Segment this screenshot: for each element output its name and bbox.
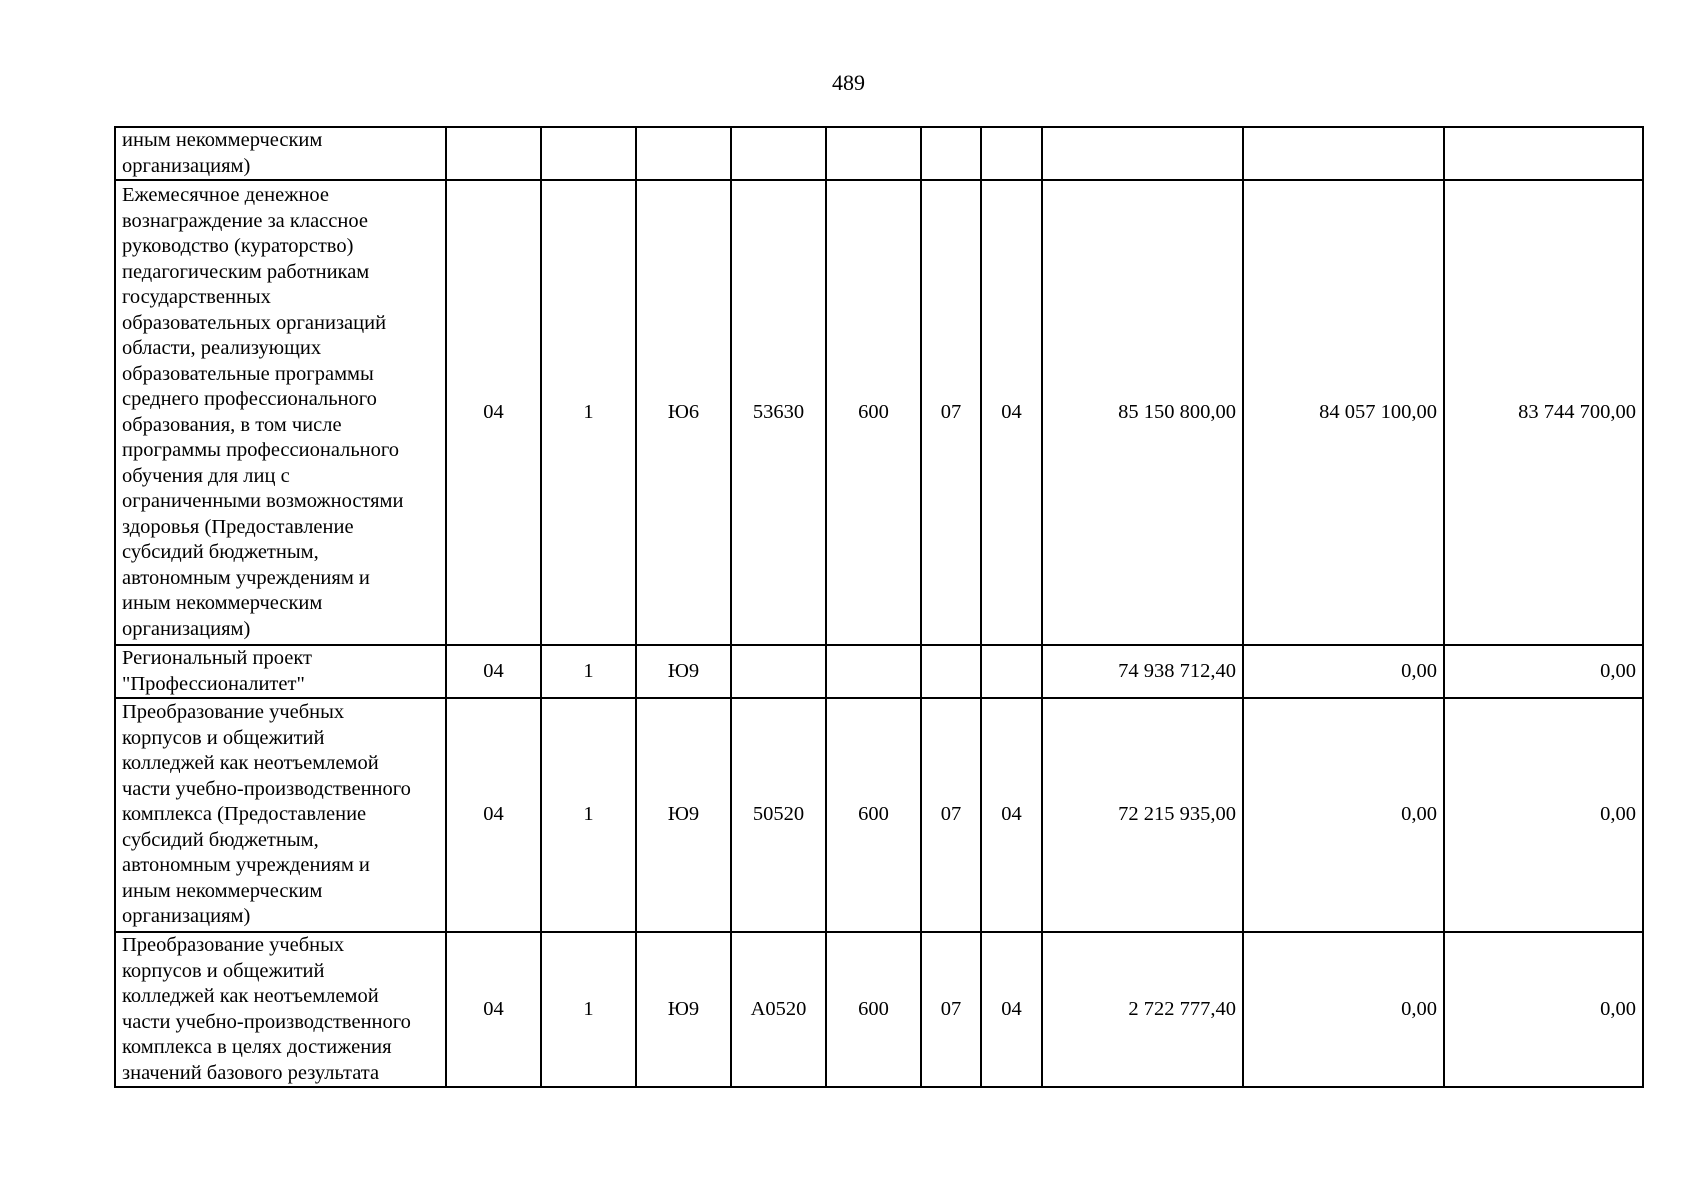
row-name-line: комплекса (Предоставление [122,803,367,826]
row-name-line: педагогическим работникам [122,260,370,283]
code-cell-c6: 07 [921,698,981,932]
amount-cell-a1: 74 938 712,40 [1042,645,1243,698]
amount-cell-a1 [1042,127,1243,180]
code-cell-c6: 07 [921,932,981,1087]
amount-cell-a3: 0,00 [1444,698,1643,932]
code-cell-c1: 04 [446,180,541,645]
code-cell-c2: 1 [541,698,636,932]
code-cell-c3: Ю9 [636,932,731,1087]
row-name-line: ограниченными возможностями [122,490,404,512]
row-name-line: организациям) [122,617,251,640]
row-name-line: части учебно-производственного [122,1010,411,1033]
row-name-cell [115,645,446,698]
table-row [115,645,1643,698]
amount-cell-a3 [1444,127,1643,180]
row-name-cell [115,932,446,1087]
row-name-line: обучения для лиц с [122,464,290,487]
code-cell-c4 [731,645,826,698]
table-row [115,932,1643,1087]
row-name-line: вознаграждение за классное [122,209,368,232]
code-cell-c1: 04 [446,932,541,1087]
code-cell-c4: 53630 [731,180,826,645]
row-name-line: образовательные программы [122,362,374,385]
code-cell-c4 [731,127,826,180]
code-cell-c2: 1 [541,645,636,698]
code-cell-c3: Ю9 [636,698,731,932]
code-cell-c2 [541,127,636,180]
code-cell-c7: 04 [981,932,1042,1087]
amount-cell-a1: 85 150 800,00 [1042,180,1243,645]
row-name-line: иным некоммерческим [122,879,323,902]
code-cell-c5: 600 [826,180,921,645]
code-cell-c2: 1 [541,180,636,645]
row-name-line: среднего профессионального [122,388,377,410]
code-cell-c6 [921,127,981,180]
code-cell-c7 [981,645,1042,698]
code-cell-c3: Ю9 [636,645,731,698]
row-name-line: образования, в том числе [122,413,342,436]
row-name-line: автономным учреждениям и [122,854,370,877]
code-cell-c1: 04 [446,645,541,698]
row-name-line: иным некоммерческим [122,592,323,614]
row-name-line: организациям) [122,905,251,928]
row-name-line: комплекса в целях достижения [122,1036,392,1058]
row-name-line: субсидий бюджетным, [122,541,319,563]
row-name-line: субсидий бюджетным, [122,828,319,851]
code-cell-c4: А0520 [731,932,826,1087]
row-name-line: Преобразование учебных [122,701,345,724]
amount-cell-a3: 0,00 [1444,645,1643,698]
row-name-line: Ежемесячное денежное [122,184,329,206]
row-name-cell [115,180,446,645]
row-name-line: автономным учреждениям и [122,566,370,589]
amount-cell-a1: 72 215 935,00 [1042,698,1243,932]
row-name-line: программы профессионального [122,439,400,461]
code-cell-c5 [826,645,921,698]
row-name-line: корпусов и общежитий [122,959,325,982]
code-cell-c4: 50520 [731,698,826,932]
code-cell-c5 [826,127,921,180]
row-name-line: колледжей как неотъемлемой [122,752,379,775]
code-cell-c7: 04 [981,698,1042,932]
row-name-line: государственных [122,286,271,308]
code-cell-c3: Ю6 [636,180,731,645]
table-row [115,698,1643,932]
row-name-line: корпусов и общежитий [122,726,325,749]
code-cell-c6 [921,645,981,698]
code-cell-c6: 07 [921,180,981,645]
amount-cell-a2 [1243,127,1444,180]
amount-cell-a2: 84 057 100,00 [1243,180,1444,645]
row-name-cell [115,698,446,932]
row-name-line: Региональный проект [122,647,312,669]
code-cell-c7 [981,127,1042,180]
table-row [115,180,1643,645]
amount-cell-a2: 0,00 [1243,932,1444,1087]
row-name-line: колледжей как неотъемлемой [122,985,379,1007]
code-cell-c1 [446,127,541,180]
row-name-line: руководство (кураторство) [122,235,354,257]
row-name-cell [115,127,446,180]
amount-cell-a1: 2 722 777,40 [1042,932,1243,1087]
row-name-line: Преобразование учебных [122,934,345,956]
budget-table [114,126,1644,1088]
row-name-line: значений базового результата [122,1061,380,1084]
amount-cell-a2: 0,00 [1243,698,1444,932]
row-name-line: здоровья (Предоставление [122,515,354,538]
amount-cell-a3: 83 744 700,00 [1444,180,1643,645]
code-cell-c5: 600 [826,932,921,1087]
code-cell-c3 [636,127,731,180]
row-name-line: части учебно-производственного [122,777,411,800]
amount-cell-a3: 0,00 [1444,932,1643,1087]
row-name-line: "Профессионалитет" [122,672,305,695]
row-name-line: образовательных организаций [122,311,387,334]
code-cell-c5: 600 [826,698,921,932]
code-cell-c1: 04 [446,698,541,932]
table-body [115,127,1643,1087]
amount-cell-a2: 0,00 [1243,645,1444,698]
code-cell-c2: 1 [541,932,636,1087]
table-row [115,127,1643,180]
page-number: 489 [832,70,865,95]
row-name-line: иным некоммерческим [122,129,323,151]
row-name-line: организациям) [122,154,251,177]
code-cell-c7: 04 [981,180,1042,645]
row-name-line: области, реализующих [122,337,322,359]
